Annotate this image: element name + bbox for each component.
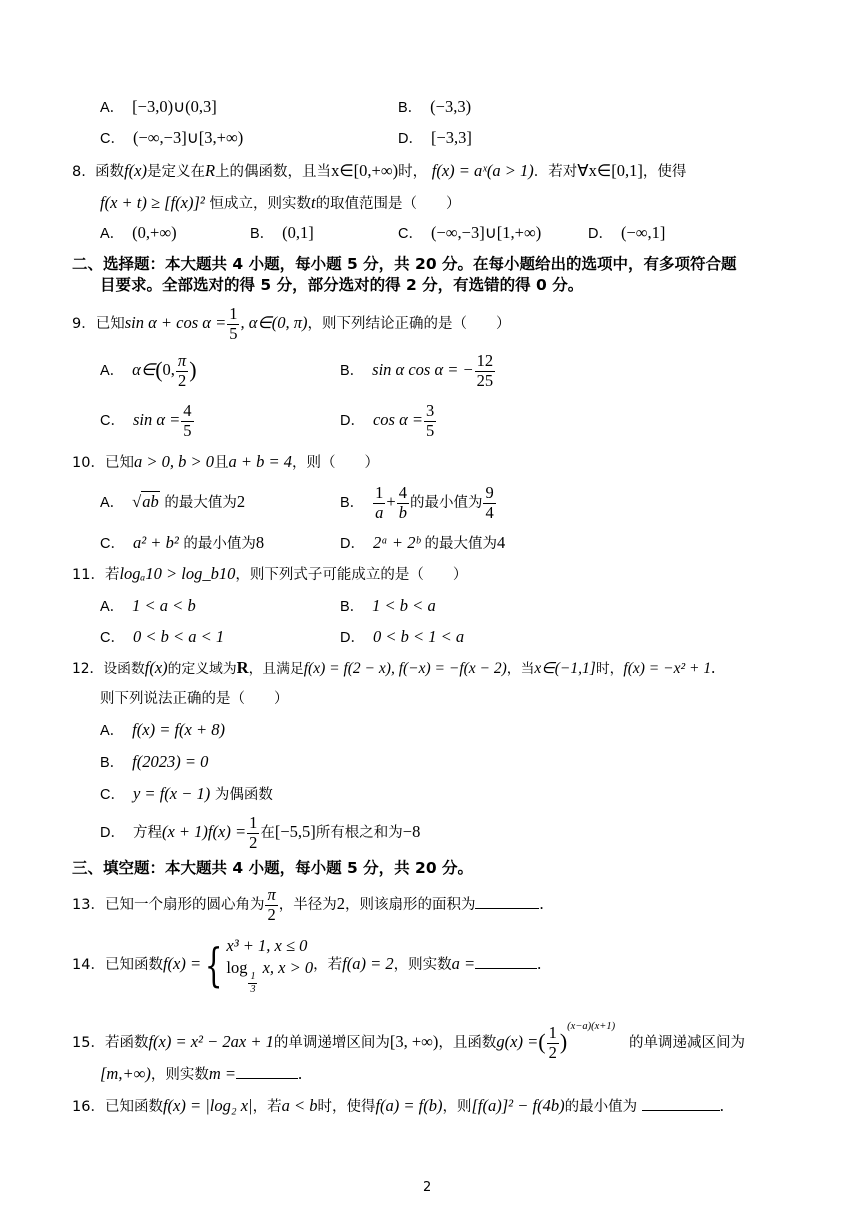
q12-stem-line2: 则下列说法正确的是（ ） — [100, 691, 289, 707]
q11-stem: 11．若logₐ10 > log_b10，则下列式子可能成立的是（ ） — [72, 564, 468, 583]
q9-fraction: $\frac{1}{5}$ — [229, 304, 238, 343]
q8-option-a: A． (0,+∞) — [100, 223, 177, 242]
q10-b-fraction-3: $\frac{9}{4}$ — [485, 483, 494, 522]
q12-d-fraction: $\frac{1}{2}$ — [249, 813, 258, 852]
q10-stem: 10．已知a > 0, b > 0且a + b = 4，则（ ） — [72, 452, 380, 471]
q11-option-b: B． 1 < b < a — [340, 596, 436, 615]
q9-option-c: C． sin α = $\frac{4}{5}$ — [100, 401, 192, 440]
q12-stem-line1: 12．设函数f(x)的定义域为R，且满足f(x) = f(2 − x), f(−x) = −f(x − 2)，当x∈(−1,1]时，f(x) = −x² + 1. — [72, 658, 716, 677]
q10-b-fraction-1: $\frac{1}{a}$ — [375, 483, 384, 522]
q10-option-c: C． a² + b² 的最小值为8 — [100, 533, 265, 552]
q8-stem-line1: 8. 函数f(x)是定义在R上的偶函数，且当x∈[0,+∞)时， f(x) = aˣ(a > 1)．若对∀x∈[0,1]，使得 — [72, 161, 687, 180]
q14-stem: 14．已知函数f(x) = { x³ + 1, x ≤ 0 log $\frac{1}{3}$ x, x > 0 ，若f(a) = 2，则实数a = . — [72, 936, 542, 995]
q8-stem-line2: f(x + t) ≥ [f(x)]² 恒成立，则实数t的取值范围是（ ） — [100, 193, 461, 212]
q9-option-b: B． sin α cos α = − $\frac{12}{25}$ — [340, 351, 494, 390]
q9-b-fraction: $\frac{12}{25}$ — [476, 351, 494, 390]
q9-c-fraction: $\frac{4}{5}$ — [183, 401, 192, 440]
q11-option-a: A． 1 < a < b — [100, 596, 196, 615]
section-3-heading: 三、填空题：本大题共 4 小题，每小题 5 分，共 20 分。 — [72, 859, 474, 877]
q14-answer-blank[interactable] — [475, 968, 537, 969]
q14-piecewise: { x³ + 1, x ≤ 0 log $\frac{1}{3}$ x, x > 0 — [204, 936, 314, 995]
q15-fraction: $\frac{1}{2}$ — [548, 1023, 557, 1062]
q8-option-b: B． (0,1] — [250, 223, 314, 242]
q10-option-a: A． √ab 的最大值为2 — [100, 492, 246, 511]
page-number: 2 — [423, 1180, 432, 1195]
q10-b-fraction-2: $\frac{4}{b}$ — [398, 483, 407, 522]
q8-option-c: C． (−∞,−3]∪[1,+∞) — [398, 223, 542, 242]
q15-stem-line1: 15．若函数f(x) = x² − 2ax + 1的单调递增区间为[3, +∞)，且函数g(x) =( $\frac{1}{2}$ )$^{(x-a)(x+1)}$ 的单调递减区间为 — [72, 1021, 745, 1062]
q13-fraction: $\frac{\pi}{2}$ — [267, 885, 276, 924]
q13-stem: 13．已知一个扇形的圆心角为 $\frac{\pi}{2}$ ，半径为2，则该扇形的面积为 . — [72, 885, 544, 924]
section-2-heading-line2: 目要求。全部选对的得 5 分，部分选对的得 2 分，有选错的得 0 分。 — [100, 276, 584, 294]
q8-option-d: D． (−∞,1] — [588, 223, 666, 242]
q15-answer-blank[interactable] — [236, 1078, 298, 1079]
q16-stem: 16．已知函数f(x) = |log₂ x|，若a < b时，使得f(a) = f(b)，则[f(a)]² − f(4b)的最小值为 . — [72, 1096, 724, 1115]
q7-option-c: C． (−∞,−3]∪[3,+∞) — [100, 128, 244, 147]
q11-option-c: C． 0 < b < a < 1 — [100, 627, 225, 646]
q9-stem: 9．已知sin α + cos α = $\frac{1}{5}$ , α∈(0, π)，则下列结论正确的是（ ） — [72, 304, 511, 343]
q9-d-fraction: $\frac{3}{5}$ — [426, 401, 435, 440]
q10-option-b: B． $\frac{1}{a}$ + $\frac{4}{b}$ 的最小值为 $\frac{9}{4}$ — [340, 483, 494, 522]
q9-option-d: D． cos α = $\frac{3}{5}$ — [340, 401, 435, 440]
q13-answer-blank[interactable] — [475, 908, 539, 909]
q7-option-d: D． [−3,3] — [398, 128, 472, 147]
section-2-heading-line1: 二、选择题：本大题共 4 小题，每小题 5 分，共 20 分。在每小题给出的选项中，有多项符合题 — [72, 255, 737, 273]
q7-option-b: B． (−3,3) — [398, 97, 472, 116]
q12-option-c: C． y = f(x − 1) 为偶函数 — [100, 784, 273, 803]
q15-stem-line2: [m,+∞)，则实数m = . — [100, 1064, 303, 1083]
q16-answer-blank[interactable] — [642, 1110, 720, 1111]
q12-option-d: D． 方程(x + 1)f(x) = $\frac{1}{2}$ 在[−5,5]所有根之和为−8 — [100, 813, 421, 852]
q9-a-fraction: $\frac{\pi}{2}$ — [177, 351, 187, 390]
q10-option-d: D． 2ᵃ + 2ᵇ 的最大值为4 — [340, 533, 506, 552]
q11-option-d: D． 0 < b < 1 < a — [340, 627, 465, 646]
q12-option-b: B． f(2023) = 0 — [100, 752, 209, 771]
q9-option-a: A． α∈(0, $\frac{\pi}{2}$ ) — [100, 351, 197, 390]
q7-option-a: A． [−3,0)∪(0,3] — [100, 97, 217, 116]
q12-option-a: A． f(x) = f(x + 8) — [100, 720, 225, 739]
